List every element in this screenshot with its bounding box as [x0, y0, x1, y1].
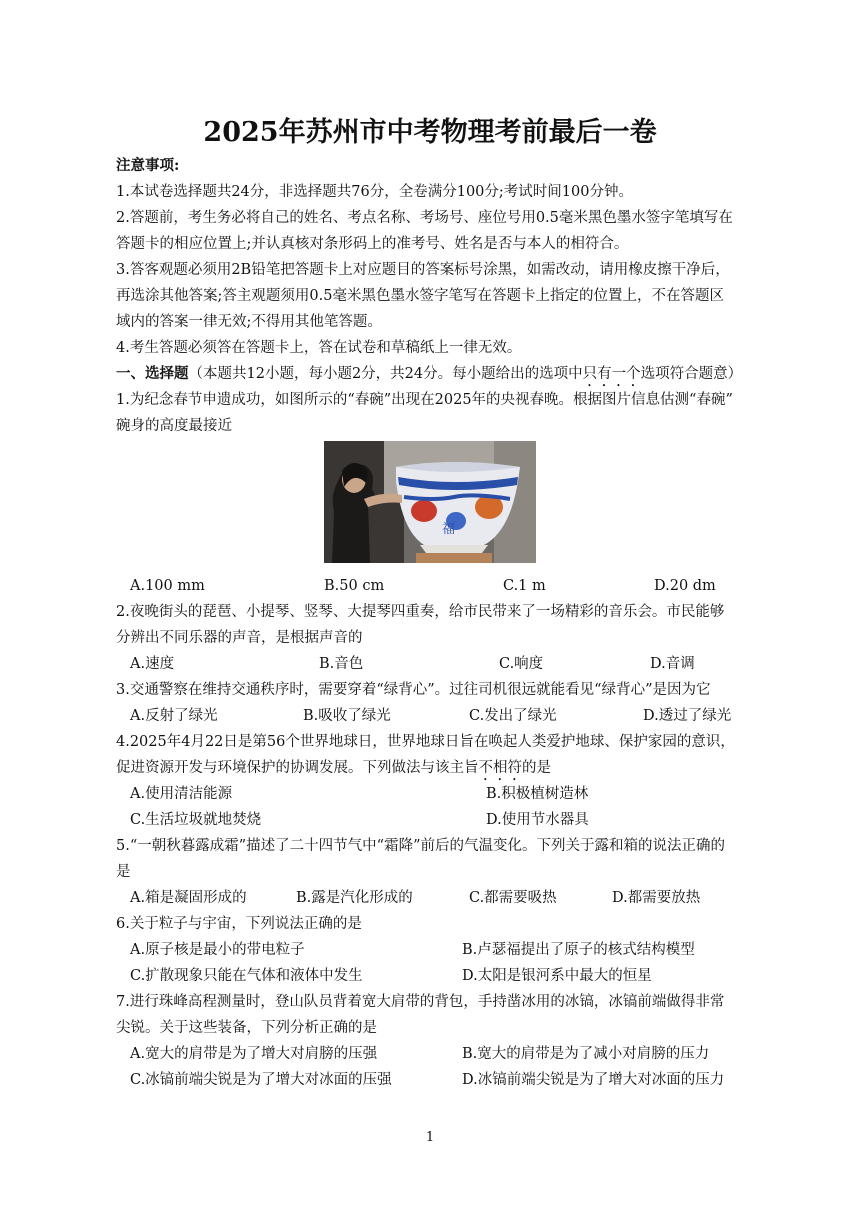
q5-option-d: D.都需要放热 — [612, 890, 701, 906]
q4-option-b: B.积极植树造林 — [486, 786, 589, 802]
question-4-stem: 4.2025年4月22日是第56个世界地球日，世界地球日旨在唤起人类爱护地球、保护家园的意识， — [116, 734, 735, 750]
q5-option-c: C.都需要吸热 — [469, 890, 557, 906]
q4-stem-text: 促进资源开发与环境保护的协调发展。下列做法与该主旨 — [116, 760, 479, 776]
question-2-stem-cont: 分辨出不同乐器的声音，是根据声音的 — [116, 630, 363, 646]
q4-option-a: A.使用清洁能源 — [130, 786, 233, 802]
notice-line: 3.答客观题必须用2B铅笔把答题卡上对应题目的答案标号涂黑，如需改动，请用橡皮擦干净后， — [116, 262, 730, 278]
q3-option-b: B.吸收了绿光 — [303, 708, 391, 724]
question-4-stem-cont — [116, 758, 551, 784]
q7-option-a: A.宽大的肩带是为了增大对肩膀的压强 — [130, 1046, 378, 1062]
q1-option-b: B.50 cm — [324, 578, 385, 594]
section-label: 一、选择题 — [116, 365, 189, 382]
q4-option-c: C.生活垃圾就地焚烧 — [130, 812, 262, 828]
q7-option-c: C.冰镐前端尖锐是为了增大对冰面的压强 — [130, 1072, 392, 1088]
section-desc-end: 选项符合题意） — [640, 366, 743, 382]
notice-line: 4.考生答题必须答在答题卡上，答在试卷和草稿纸上一律无效。 — [116, 340, 522, 356]
q5-option-a: A.箱是凝固形成的 — [130, 890, 247, 906]
q1-option-c: C.1 m — [503, 578, 546, 594]
question-2-stem: 2.夜晚街头的琵琶、小提琴、竖琴、大提琴四重奏，给市民带来了一场精彩的音乐会。市民能够 — [116, 604, 725, 620]
notice-line: 答题卡的相应位置上;并认真核对条形码上的准考号、姓名是否与本人的相符合。 — [116, 236, 629, 252]
q6-option-d: D.太阳是银河系中最大的恒星 — [462, 968, 652, 984]
notice-line: 域内的答案一律无效;不得用其他笔答题。 — [116, 314, 382, 330]
notice-line: 2.答题前，考生务必将自己的姓名、考点名称、考场号、座位号用0.5毫米黑色墨水签字笔填写在 — [116, 210, 733, 226]
q1-option-a: A.100 mm — [130, 578, 205, 594]
q4-option-d: D.使用节水器具 — [486, 812, 589, 828]
question-3-stem: 3.交通警察在维持交通秩序时，需要穿着“绿背心”。过往司机很远就能看见“绿背心”是因为它 — [116, 682, 711, 698]
q5-option-b: B.露是汽化形成的 — [296, 890, 413, 906]
q2-option-d: D.音调 — [650, 656, 695, 672]
q2-option-c: C.响度 — [499, 656, 544, 672]
question-5-stem-cont: 是 — [116, 864, 131, 880]
question-1-stem-cont: 碗身的高度最接近 — [116, 418, 232, 434]
q6-option-b: B.卢瑟福提出了原子的核式结构模型 — [462, 942, 695, 958]
q2-option-b: B.音色 — [319, 656, 364, 672]
section-heading — [116, 364, 742, 390]
q7-option-b: B.宽大的肩带是为了减小对肩膀的压力 — [462, 1046, 710, 1062]
q1-option-d: D.20 dm — [654, 578, 716, 594]
question-7-stem-cont: 尖锐。关于这些装备，下列分析正确的是 — [116, 1020, 377, 1036]
notice-line: 再选涂其他答案;答主观题须用0.5毫米黑色墨水签字笔写在答题卡上指定的位置上，不在答题区 — [116, 288, 724, 304]
q3-option-d: D.透过了绿光 — [643, 708, 732, 724]
q4-stem-emphasis: 不相符 — [478, 760, 522, 776]
bowl-character: 福 — [442, 522, 456, 537]
q7-option-d: D.冰镐前端尖锐是为了增大对冰面的压力 — [462, 1072, 725, 1088]
notice-heading: 注意事项: — [116, 157, 180, 174]
section-desc: （本题共12小题，每小题2分，共24分。每小题给出的选项中 — [188, 366, 583, 382]
page-number: 1 — [425, 1130, 435, 1145]
q6-option-c: C.扩散现象只能在气体和液体中发生 — [130, 968, 363, 984]
question-1-stem: 1.为纪念春节申遗成功，如图所示的“春碗”出现在2025年的央视春晚。根据图片信息估测“春碗” — [116, 392, 733, 408]
section-emphasis: 只有一个 — [582, 366, 641, 382]
q3-option-c: C.发出了绿光 — [469, 708, 557, 724]
q4-stem-end: 的是 — [522, 760, 551, 776]
question-5-stem: 5.“一朝秋暮露成霜”描述了二十四节气中“霜降”前后的气温变化。下列关于露和箱的说法正确的 — [116, 838, 725, 854]
spring-bowl-photo — [324, 441, 536, 563]
page-title: 2025年苏州市中考物理考前最后一卷 — [203, 117, 657, 148]
question-7-stem: 7.进行珠峰高程测量时，登山队员背着宽大肩带的背包，手持凿冰用的冰镐，冰镐前端做得非常 — [116, 994, 725, 1010]
q2-option-a: A.速度 — [130, 656, 175, 672]
q3-option-a: A.反射了绿光 — [130, 708, 218, 724]
notice-line: 1.本试卷选择题共24分，非选择题共76分，全卷满分100分;考试时间100分钟。 — [116, 184, 633, 200]
question-6-stem: 6.关于粒子与宇宙，下列说法正确的是 — [116, 916, 362, 932]
q6-option-a: A.原子核是最小的带电粒子 — [130, 942, 305, 958]
